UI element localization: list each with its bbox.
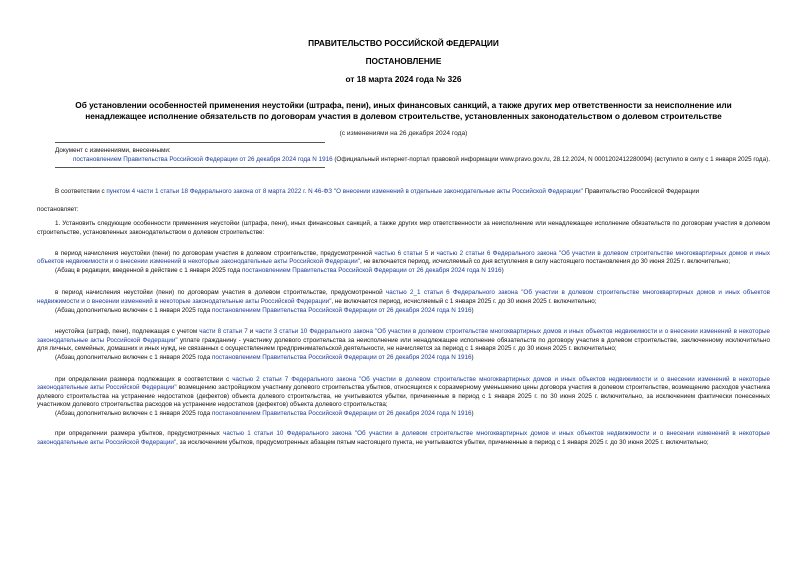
document-date-number: от 18 марта 2024 года № 326: [345, 74, 462, 84]
paragraph-a-note: (Абзац в редакции, введенной в действие с 1 января 2025 года постановлением Правительства Российской Федерации от 26 декабря 2024 года N 1916): [55, 266, 504, 274]
paragraph-e: при определении размера убытков, предусмотренных частью 1 статьи 10 Федерального закона "Об участии в долевом строительстве многоквартирных домов и иных объектов недвижимости и о внесении изменений в некоторые законодательные акты Российской Федерации", за исключением убытков, предусмотренных абзацем пятым настоящего пункта, не учитываются убытки, причиненные в период с 1 января 2025 г. до 30 июня 2025 г. включительно;: [37, 430, 771, 447]
paragraph-b: в период начисления неустойки (пени) по договорам участия в долевом строительстве, предусмотренной частью 2_1 статьи 6 Федерального закона "Об участии в долевом строительстве многоквартирных домов и иных объектов недвижимости и о внесении изменений в некоторые законодательные акты Российской Федерации", не включается период, исчисляемый с 1 января 2025 г. до 30 июня 2025 г. включительно;: [37, 289, 770, 305]
preamble-paragraph: В соответствии с пунктом 4 части 1 статьи 18 Федерального закона от 8 марта 2022 г. N 46-ФЗ "О внесении изменений в отдельные законодательные акты Российской Федерации" Правительство Российской Федерации: [55, 188, 700, 196]
subject-line-1: Об установлении особенностей применения неустойки (штрафа, пени), иных финансовых санкций, а также других мер ответственности за неисполнение или: [75, 100, 732, 110]
issuing-authority: ПРАВИТЕЛЬСТВО РОССИЙСКОЙ ФЕДЕРАЦИИ: [308, 38, 499, 48]
changes-tail: (Официальный интернет-портал правовой информации www.pravo.gov.ru, 28.12.2024, N 0001202412280094) (вступило в силу с 1 января 2025 года).: [332, 155, 770, 163]
decree-word: постановляет:: [37, 205, 79, 213]
para-d-note-link[interactable]: постановлением Правительства Российской Федерации от 26 декабря 2024 года N 1916: [211, 409, 472, 417]
subject-line-2: ненадлежащее исполнение обязательств по договорам участия в долевом строительстве, установленных законодательством о долевом строительстве: [85, 111, 722, 121]
item-1: 1. Установить следующие особенности применения неустойки (штрафа, пени), иных финансовых санкций, а также других мер ответственности за неисполнение или ненадлежащее исполнение обязательств по договорам участия в долевом строительстве, установленных законодательством о долевом строительстве:: [37, 220, 770, 236]
para-b-link-1[interactable]: частью 2_1 статьи 6 Федерального закона "Об участии в долевом строительстве многоквартирных домов и иных объектов недвижимости и о внесении изменений в некоторые законодательные акты Российской Федерации": [37, 289, 770, 305]
document-subject: [34, 100, 774, 122]
amendment-link[interactable]: постановлением Правительства Российской Федерации от 26 декабря 2024 года N 1916: [73, 155, 333, 163]
para-a-link-1[interactable]: частью 6 статьи 5: [374, 249, 429, 257]
para-b-note-link[interactable]: постановлением Правительства Российской Федерации от 26 декабря 2024 года N 1916: [211, 306, 472, 314]
paragraph-b-note: (Абзац дополнительно включен с 1 января 2025 года постановлением Правительства Российской Федерации от 26 декабря 2024 года N 1916): [55, 306, 474, 314]
para-c-note-link[interactable]: постановлением Правительства Российской Федерации от 26 декабря 2024 года N 1916: [211, 353, 472, 361]
law-46fz-link[interactable]: пунктом 4 части 1 статьи 18 Федерального закона от 8 марта 2022 г. N 46-ФЗ "О внесении изменений в отдельные законодательные акты Российской Федерации": [106, 188, 583, 196]
paragraph-c: неустойка (штраф, пени), подлежащая с учетом части 8 статьи 7 и части 3 статьи 10 Федерального закона "Об участии в долевом строительстве многоквартирных домов и иных объектов недвижимости и о внесении изменений в некоторые законодательные акты Российской Федерации" уплате гражданину - участнику долевого строительства за неисполнение или ненадлежащее исполнение обязательств по договору участия в долевом строительстве, заключенному исключительно для личных, семейных, домашних и иных нужд, не связанных с осуществлением предпринимательской деятельности, не начисляется за период с 1 января 2025 г. до 30 июня 2025 г. включительно;: [37, 328, 770, 353]
para-e-link-1[interactable]: частью 1 статьи 10 Федерального закона "Об участии в долевом строительстве многоквартирных домов и иных объектов недвижимости и о внесении изменений в некоторые законодательные акты Российской Федерации": [37, 430, 771, 447]
edition-note: (с изменениями на 26 декабря 2024 года): [339, 130, 468, 137]
changes-text: [55, 156, 770, 165]
paragraph-d: при определении размера подлежащих в соответствии с частью 2 статьи 7 Федерального закона "Об участии в долевом строительстве многоквартирных домов и иных объектов недвижимости и о внесении изменений в некоторые законодательные акты Российской Федерации" возмещению застройщиком участнику долевого строительства убытков, относящихся к соразмерному уменьшению цены договора участия в долевом строительстве, возмещению расходов участника долевого строительства на устранение недостатков (дефектов) объекта долевого строительства, не учитываются убытки, причиненные в период с 1 января 2025 г. по 30 июня 2025 г. включительно, за исключением фактически понесенных участником долевого строительства расходов на устранение недостатков (дефектов) объекта долевого строительства;: [37, 375, 770, 409]
paragraph-a: в период начисления неустойки (пени) по договорам участия в долевом строительстве, предусмотренной частью 6 статьи 5 и частью 2 статьи 6 Федерального закона "Об участии в долевом строительстве многоквартирных домов и иных объектов недвижимости и о внесении изменений в некоторые законодательные акты Российской Федерации", не включается период, исчисляемый со дня вступления в силу настоящего постановления до 30 июня 2025 г. включительно;: [37, 249, 770, 266]
document-type: ПОСТАНОВЛЕНИЕ: [365, 56, 442, 66]
para-a-note-link[interactable]: постановлением Правительства Российской Федерации от 26 декабря 2024 года N 1916: [241, 266, 502, 274]
paragraph-c-note: (Абзац дополнительно включен с 1 января 2025 года постановлением Правительства Российской Федерации от 26 декабря 2024 года N 1916): [55, 353, 474, 361]
paragraph-d-note: (Абзац дополнительно включен с 1 января 2025 года постановлением Правительства Российской Федерации от 26 декабря 2024 года N 1916): [55, 409, 474, 417]
para-d-link-1[interactable]: частью 2 статьи 7 Федерального закона "Об участии в долевом строительстве многоквартирных домов и иных объектов недвижимости и о внесении изменений в некоторые законодательные акты Российской Федерации": [37, 375, 770, 392]
changes-block: [55, 147, 770, 164]
para-c-link-2[interactable]: части 3 статьи 10 Федерального закона "Об участии в долевом строительстве многоквартирных домов и иных объектов недвижимости и о внесении изменений в некоторые законодательные акты Российской Федерации": [37, 328, 770, 344]
para-c-link-1[interactable]: части 8 статьи 7: [199, 328, 248, 336]
para-a-link-2[interactable]: частью 2 статьи 6 Федерального закона "Об участии в долевом строительстве многоквартирных домов и иных объектов недвижимости и о внесении изменений в некоторые законодательные акты Российской Федерации": [37, 249, 770, 266]
changes-label: Документ с изменениями, внесенными:: [55, 147, 171, 154]
